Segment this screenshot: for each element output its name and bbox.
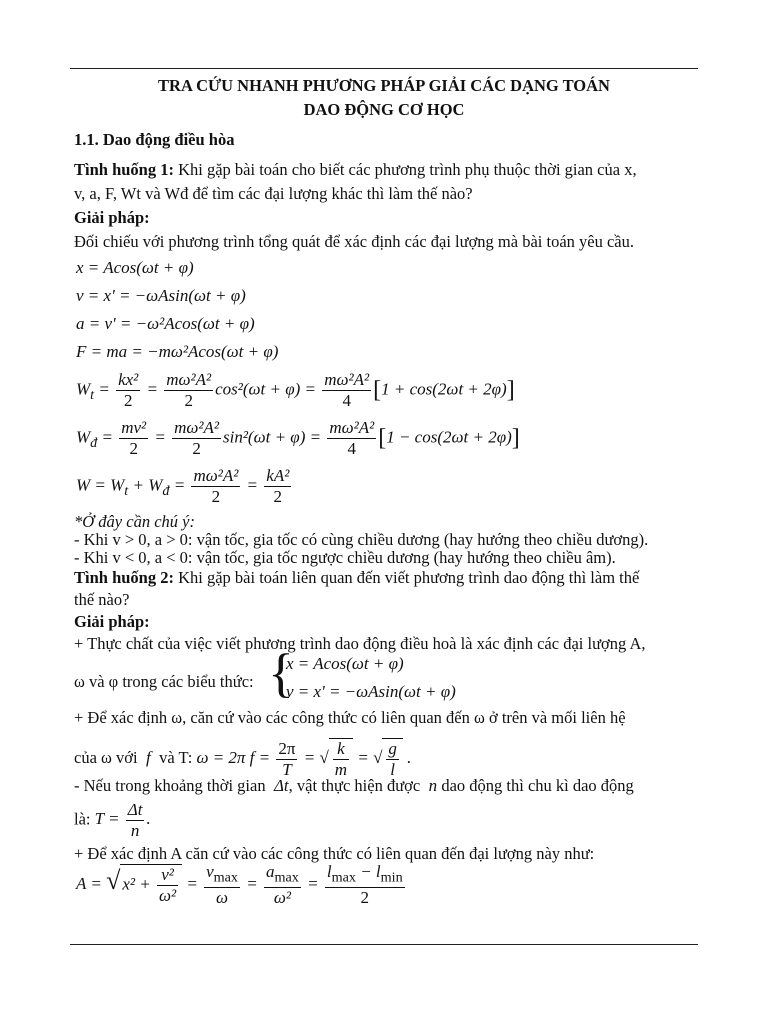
system-eq-v: v = x' = −ωAsin(ωt + φ) [286, 682, 456, 701]
period-text-c: dao động thì chu kì dao động [441, 776, 634, 795]
formula-F: F = ma = −mω²Acos(ωt + φ) [76, 342, 279, 361]
note-line-2: - Khi v < 0, a < 0: vận tốc, gia tốc ngược chiều dương (hay hướng theo chiều âm). [74, 548, 616, 567]
solution-2-para-1-line-1: + Thực chất của việc viết phương trình dao động điều hoà là xác định các đại lượng A, [74, 634, 646, 653]
formula-amplitude: A = √ x² + $\frac{\text{v²}}{\text{ω²}}$ = $\frac{v_{max}}{\omega}$ = $\frac{a_{max}}{\text{ω²}}$ = $\frac{l_{max} - l_{min}}{2}$ [76, 862, 403, 908]
page-title-line-1: TRA CỨU NHANH PHƯƠNG PHÁP GIẢI CÁC DẠNG TOÁN [158, 76, 610, 95]
top-rule [70, 68, 698, 69]
period-text-d: là: [74, 809, 91, 829]
formula-wt: $W_t$ = $\frac{\text{kx²}}{2}$ = $\frac{\text{mω²A²}}{2}$ cos²(ωt + φ) = $\frac{\text{mω²A²}}{4}$ [1 + cos(2ωt + 2φ)] [76, 370, 515, 410]
section-heading: 1.1. Dao động điều hòa [74, 130, 235, 149]
solution-2-label: Giải pháp: [74, 612, 150, 631]
situation-2-text: Khi gặp bài toán liên quan đến viết phương trình dao động thì làm thế [178, 568, 640, 587]
solution-2-para-1-line-2: ω và φ trong các biểu thức: [74, 672, 254, 691]
formula-wd: $W_đ$ = $\frac{\text{mv²}}{2}$ = $\frac{\text{mω²A²}}{2}$ sin²(ωt + φ) = $\frac{\text{mω²A²}}{4}$ [1 − cos(2ωt + 2φ)] [76, 418, 520, 458]
system-eq-x: x = Acos(ωt + φ) [286, 654, 404, 673]
solution-2-para-3-line-1: - Nếu trong khoảng thời gian Δt, vật thực hiện được n dao động thì chu kì dao động [74, 776, 634, 795]
formula-w-total: $W = W_t + W_đ$ = $\frac{\text{mω²A²}}{2}$ = $\frac{\text{kA²}}{2}$ [76, 466, 290, 506]
situation-1-label: Tình huống 1: [74, 160, 174, 179]
solution-2-para-4-line-1: + Để xác định A căn cứ vào các công thức có liên quan đến đại lượng này như: [74, 844, 595, 863]
situation-1-line-1 [74, 160, 637, 180]
formula-x: x = Acos(ωt + φ) [76, 258, 194, 277]
formula-v: v = x' = −ωAsin(ωt + φ) [76, 286, 246, 305]
solution-2-para-2-line-1: + Để xác định ω, căn cứ vào các công thức có liên quan đến ω ở trên và mối liên hệ [74, 708, 626, 727]
situation-1-line-2: v, a, F, Wt và Wđ để tìm các đại lượng khác thì làm thế nào? [74, 184, 473, 203]
period-text-a: - Nếu trong khoảng thời gian [74, 776, 266, 795]
situation-1-text: Khi gặp bài toán cho biết các phương trình phụ thuộc thời gian của x, [178, 160, 637, 179]
omega-relation-text: của ω với [74, 747, 138, 767]
situation-2-line-2: thế nào? [74, 590, 130, 609]
bottom-rule [70, 944, 698, 945]
solution-1-intro: Đối chiếu với phương trình tổng quát để xác định các đại lượng mà bài toán yêu cầu. [74, 232, 634, 251]
solution-1-label: Giải pháp: [74, 208, 150, 227]
formula-a: a = v' = −ω²Acos(ωt + φ) [76, 314, 255, 333]
period-text-b: , vật thực hiện được [288, 776, 421, 795]
omega-relation-text-2: và T: [159, 747, 193, 767]
page-title-line-2: DAO ĐỘNG CƠ HỌC [303, 100, 465, 119]
situation-2-label: Tình huống 2: [74, 568, 174, 587]
left-brace: { [268, 643, 294, 703]
solution-2-para-2-line-2: của ω với f và T: ω = 2π f = $\frac{2\pi}{T}$ = √ $\frac{k}{m}$ = √ $\frac{g}{l}$ . [74, 738, 412, 779]
note-line-1: - Khi v > 0, a > 0: vận tốc, gia tốc có cùng chiều dương (hay hướng theo chiều dương). [74, 530, 649, 549]
note-heading: *Ở đây cần chú ý: [74, 512, 195, 531]
solution-2-para-3-line-2: là: T = $\frac{\Delta t}{n}$ . [74, 800, 151, 840]
situation-2-line-1 [74, 568, 639, 588]
